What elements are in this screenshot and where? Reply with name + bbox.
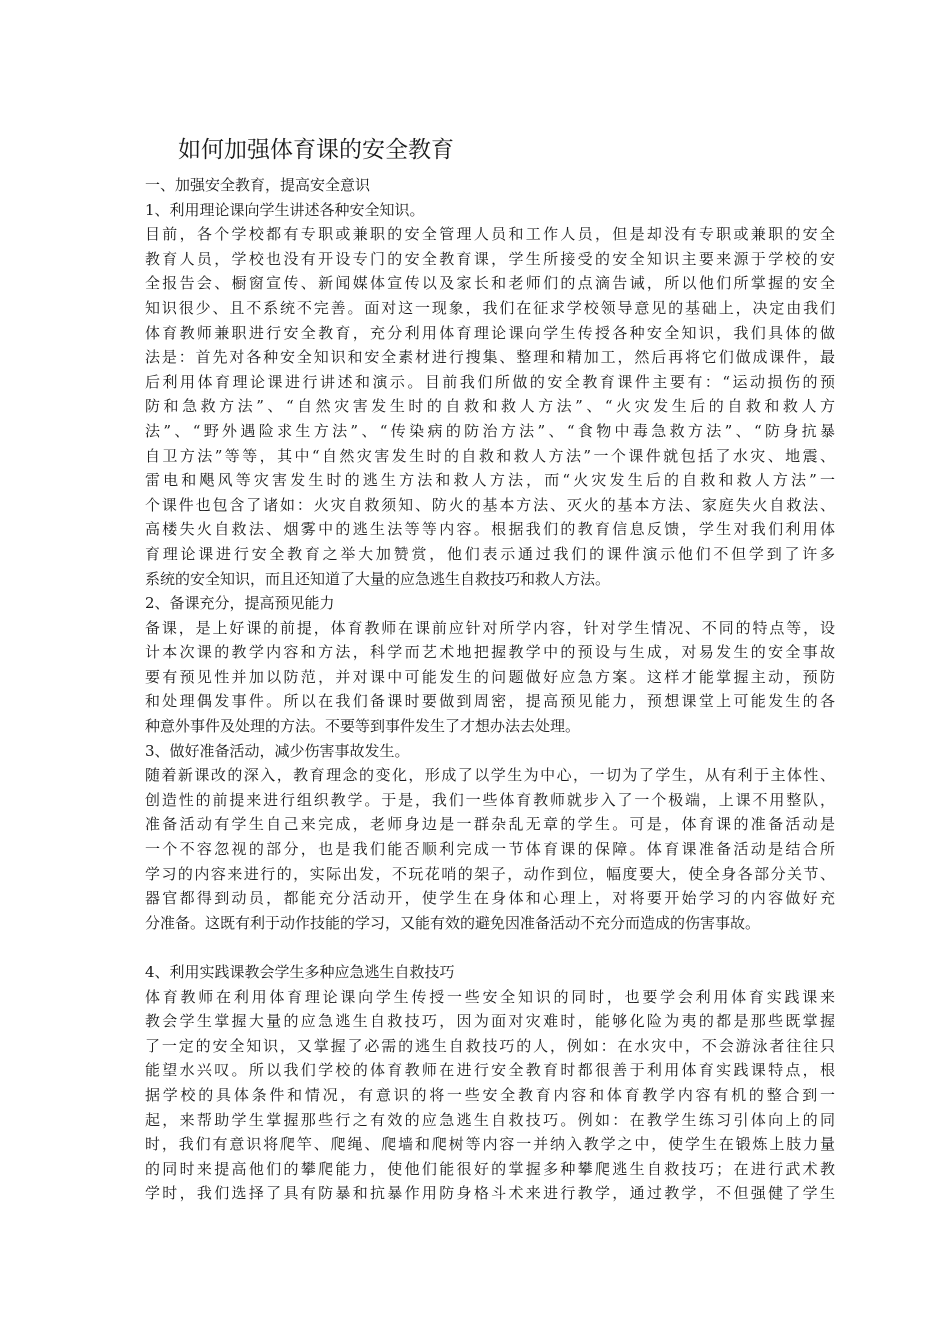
paragraph-line: 了一定的安全知识，又掌握了必需的逃生自救技巧的人，例如：在水灾中，不会游泳者往往只 <box>145 1036 835 1055</box>
section-1-paragraph <box>145 222 835 591</box>
paragraph-line: 时，我们有意识将爬竿、爬绳、爬墙和爬树等内容一并纳入教学之中，使学生在锻炼上肢力量 <box>145 1135 835 1154</box>
section-heading-1: 1、利用理论课向学生讲述各种安全知识。 <box>145 200 425 219</box>
paragraph-line: 自卫方法”等等，其中“自然灾害发生时的自救和救人方法”一个课件就包括了水灾、地震、 <box>145 446 835 465</box>
paragraph-line: 分准备。这既有利于动作技能的学习，又能有效的避免因准备活动不充分而造成的伤害事故。 <box>145 913 761 932</box>
paragraph-line: 体育教师兼职进行安全教育，充分利用体育理论课向学生传授各种安全知识，我们具体的做 <box>145 323 835 342</box>
paragraph-line: 防和急救方法”、“自然灾害发生时的自救和救人方法”、“火灾发生后的自救和救人方 <box>145 397 835 416</box>
paragraph-line: 起，来帮助学生掌握那些行之有效的应急逃生自救技巧。例如：在教学生练习引体向上的同 <box>145 1110 835 1129</box>
paragraph-line: 学时，我们选择了具有防暴和抗暴作用防身格斗术来进行教学，通过教学，不但强健了学生 <box>145 1184 835 1203</box>
document-body <box>145 173 835 1206</box>
paragraph-line: 后利用体育理论课进行讲述和演示。目前我们所做的安全教育课件主要有：“运动损伤的预 <box>145 372 835 391</box>
section-3-paragraph <box>145 763 835 935</box>
section-heading-main: 一、加强安全教育，提高安全意识 <box>145 176 371 194</box>
section-heading-3: 3、做好准备活动，减少伤害事故发生。 <box>145 741 410 760</box>
paragraph-line: 准备活动有学生自己来完成，老师身边是一群杂乱无章的学生。可是，体育课的准备活动是 <box>145 815 835 834</box>
paragraph-line: 备课，是上好课的前提，体育教师在课前应针对所学内容，针对学生情况、不同的特点等，设 <box>145 618 835 637</box>
blank-line <box>145 935 835 960</box>
section-2-paragraph <box>145 616 835 739</box>
paragraph-line: 系统的安全知识，而且还知道了大量的应急逃生自救技巧和救人方法。 <box>145 569 611 588</box>
paragraph-line: 育理论课进行安全教育之举大加赞赏，他们表示通过我们的课件演示他们不但学到了许多 <box>145 544 835 563</box>
paragraph-line: 要有预见性并加以防范，并对课中可能发生的问题做好应急方案。这样才能掌握主动，预防 <box>145 667 835 686</box>
paragraph-line: 法”、“野外遇险求生方法”、“传染病的防治方法”、“食物中毒急救方法”、“防身抗暴 <box>145 421 835 440</box>
paragraph-line: 教育人员，学校也没有开设专门的安全教育课，学生所接受的安全知识主要来源于学校的安 <box>145 249 835 268</box>
paragraph-line: 雷电和飓风等灾害发生时的逃生方法和救人方法，而“火灾发生后的自救和救人方法”一 <box>145 471 835 490</box>
paragraph-line: 一个不容忽视的部分，也是我们能否顺利完成一节体育课的保障。体育课准备活动是结合所 <box>145 840 835 859</box>
paragraph-line: 全报告会、橱窗宣传、新闻媒体宣传以及家长和老师们的点滴告诫，所以他们所掌握的安全 <box>145 274 835 293</box>
paragraph-line: 创造性的前提来进行组织教学。于是，我们一些体育教师就步入了一个极端，上课不用整队， <box>145 790 835 809</box>
paragraph-line: 知识很少、且不系统不完善。面对这一现象，我们在征求学校领导意见的基础上，决定由我们 <box>145 298 835 317</box>
paragraph-line: 高楼失火自救法、烟雾中的逃生法等等内容。根据我们的教育信息反馈，学生对我们利用体 <box>145 520 835 539</box>
paragraph-line: 种意外事件及处理的方法。不要等到事件发生了才想办法去处理。 <box>145 717 581 736</box>
paragraph-line: 的同时来提高他们的攀爬能力，使他们能很好的掌握多种攀爬逃生自救技巧；在进行武术教 <box>145 1159 835 1178</box>
paragraph-line: 器官都得到动员，都能充分活动开，使学生在身体和心理上，对将要开始学习的内容做好充 <box>145 889 835 908</box>
paragraph-line: 个课件也包含了诸如：火灾自救须知、防火的基本方法、灭火的基本方法、家庭失火自救法、 <box>145 495 835 514</box>
document-title: 如何加强体育课的安全教育 <box>178 137 454 163</box>
paragraph-line: 据学校的具体条件和情况，有意识的将一些安全教育内容和体育教学内容有机的整合到一 <box>145 1085 835 1104</box>
section-4-paragraph <box>145 985 835 1206</box>
paragraph-line: 和处理偶发事件。所以在我们备课时要做到周密，提高预见能力，预想课堂上可能发生的各 <box>145 692 835 711</box>
paragraph-line: 随着新课改的深入，教育理念的变化，形成了以学生为中心，一切为了学生，从有利于主体性、 <box>145 766 835 785</box>
paragraph-line: 目前，各个学校都有专职或兼职的安全管理人员和工作人员，但是却没有专职或兼职的安全 <box>145 225 835 244</box>
section-heading-2: 2、备课充分，提高预见能力 <box>145 594 335 613</box>
paragraph-line: 学习的内容来进行的，实际出发，不玩花哨的架子，动作到位，幅度要大，使全身各部分关节、 <box>145 864 835 883</box>
paragraph-line: 体育教师在利用体育理论课向学生传授一些安全知识的同时，也要学会利用体育实践课来 <box>145 987 835 1006</box>
paragraph-line: 教会学生掌握大量的应急逃生自救技巧，因为面对灾难时，能够化险为夷的都是那些既掌握 <box>145 1012 835 1031</box>
paragraph-line: 能望水兴叹。所以我们学校的体育教师在进行安全教育时都很善于利用体育实践课特点，根 <box>145 1061 835 1080</box>
paragraph-line: 法是：首先对各种安全知识和安全素材进行搜集、整理和精加工，然后再将它们做成课件，最 <box>145 348 835 367</box>
section-heading-4: 4、利用实践课教会学生多种应急逃生自救技巧 <box>145 963 455 981</box>
paragraph-line: 计本次课的教学内容和方法，科学而艺术地把握教学中的预设与生成，对易发生的安全事故 <box>145 643 835 662</box>
